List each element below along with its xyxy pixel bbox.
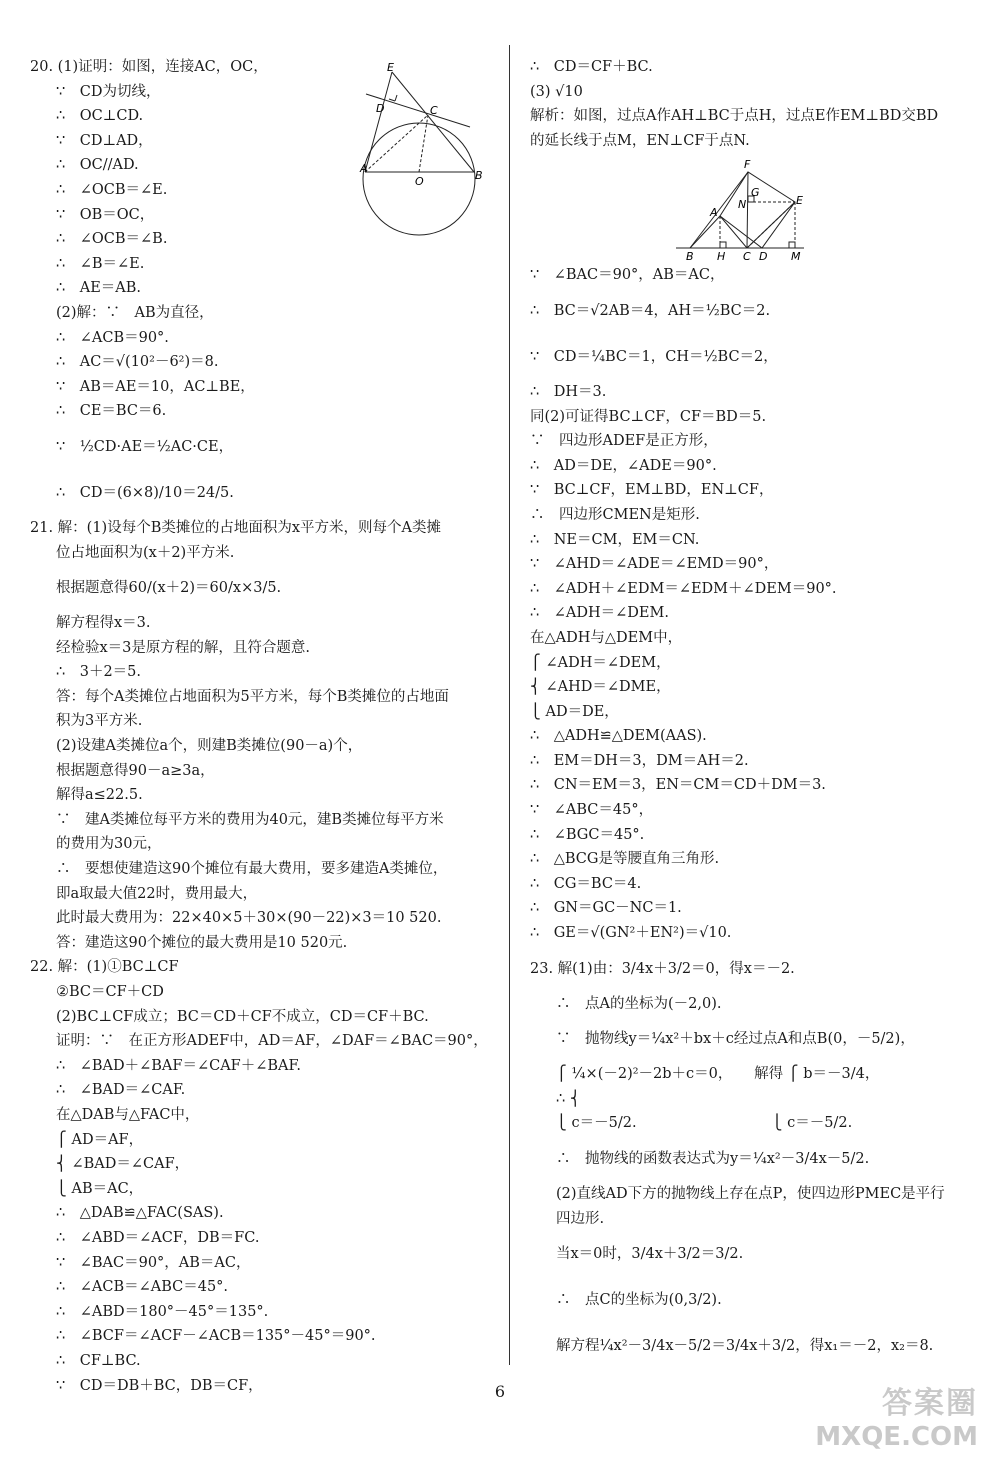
solution-line: ⎧ ∠ADH＝∠DEM， <box>530 654 671 671</box>
solution-line: ②BC＝CF＋CD <box>56 984 164 1000</box>
solution-line: 22. 解：(1)①BC⊥CF <box>30 959 179 976</box>
solution-line: ∵ CD⊥AD， <box>56 132 153 149</box>
right-angle-box-m <box>789 242 795 248</box>
solution-line: 即a取最大值22时，费用最大， <box>56 885 258 902</box>
solution-line: 此时最大费用为：22×40×5＋30×(90－22)×3＝10 520. <box>56 910 442 927</box>
solution-line: ∴ ∠ACB＝90°. <box>56 329 169 346</box>
solution-line: 21. 解：(1)设每个B类摊位的占地面积为x平方米，则每个A类摊 <box>30 519 442 536</box>
solution-line: 23. 解(1)由：3/4x＋3/2＝0，得x＝－2. <box>530 960 795 977</box>
solution-line: ∴ OC⊥CD. <box>56 108 144 125</box>
solution-line: ∴ ∠B＝∠E. <box>56 255 145 272</box>
solution-line: ∵ 抛物线y＝¼x²＋bx＋c经过点A和点B(0，－5/2)， <box>556 1031 915 1048</box>
solution-line: ∴ CF⊥BC. <box>56 1352 141 1369</box>
solution-line: ∵ 建A类摊位每平方米的费用为40元，建B类摊位每平方米 <box>56 811 444 828</box>
fig2-label-g: G <box>751 186 760 199</box>
column-divider <box>509 45 510 1365</box>
solution-line: ∴ ∠BAD＝∠CAF. <box>56 1082 186 1099</box>
solution-line: ∴ 四边形CMEN是矩形. <box>530 506 700 523</box>
right-angle-mark-b <box>395 95 397 101</box>
solution-line: ∴ CN＝EM＝3，EN＝CM＝CD＋DM＝3. <box>530 777 826 794</box>
solution-line: (2)BC⊥CF成立；BC＝CD＋CF不成立，CD＝CF＋BC. <box>56 1008 429 1025</box>
solution-line: 在△DAB与△FAC中， <box>56 1106 200 1123</box>
fig1-label-c: C <box>430 104 438 117</box>
solution-line: ∴ AC＝√(10²－6²)＝8. <box>56 354 219 371</box>
solution-line: 积为3平方米. <box>56 713 143 730</box>
fig2-label-f: F <box>744 158 751 171</box>
solution-line: 解析：如图，过点A作AH⊥BC于点H，过点E作EM⊥BD交BD <box>530 108 939 125</box>
solution-line: ∴ △DAB≌△FAC(SAS). <box>56 1205 224 1222</box>
solution-line: ∵ AB＝AE＝10，AC⊥BE， <box>56 378 255 395</box>
solution-line: 在△ADH与△DEM中， <box>530 629 683 646</box>
solution-line: (2)设建A类摊位a个，则建B类摊位(90－a)个， <box>56 738 363 755</box>
solution-line: ⎨ ∠BAD＝∠CAF， <box>56 1156 190 1173</box>
solution-line: ∴ 点A的坐标为(－2,0). <box>556 995 722 1012</box>
fig2-label-d: D <box>759 250 768 263</box>
solution-line: ∵ 四边形ADEF是正方形， <box>530 433 718 450</box>
solution-line: ∴ ∠ABD＝∠ACF，DB＝FC. <box>56 1229 260 1246</box>
fig2-label-n: N <box>738 198 747 211</box>
solution-line: 经检验x＝3是原方程的解，且符合题意. <box>56 639 311 656</box>
solution-line: ∵ CD＝¼BC＝1，CH＝½BC＝2， <box>530 348 778 365</box>
solution-line: ∴ ∠BGC＝45°. <box>530 826 645 843</box>
solution-line: ∴ BC＝√2AB＝4，AH＝½BC＝2. <box>530 302 771 319</box>
solution-line: ∴ ∠BAD＋∠BAF＝∠CAF＋∠BAF. <box>56 1057 301 1074</box>
fig1-label-b: B <box>475 169 483 182</box>
fig2-label-m: M <box>791 250 801 263</box>
solution-line: 同(2)可证得BC⊥CF，CF＝BD＝5. <box>530 408 767 425</box>
solution-line: 的延长线于点M，EN⊥CF于点N. <box>530 132 750 149</box>
solution-line: ∵ ½CD·AE＝½AC·CE， <box>56 438 234 455</box>
right-angle-box-h <box>720 242 726 248</box>
segment-ae <box>365 72 392 172</box>
solution-line: ∴ AE＝AB. <box>56 280 142 297</box>
solution-line: ∴ CG＝BC＝4. <box>530 875 642 892</box>
solution-line: 证明：∵ 在正方形ADEF中，AD＝AF，∠DAF＝∠BAC＝90°， <box>56 1033 488 1050</box>
solution-line: ∵ BC⊥CF，EM⊥BD，EN⊥CF， <box>530 482 774 499</box>
figure-circle-svg <box>362 62 490 252</box>
fig2-label-c: C <box>743 250 751 263</box>
solution-line: ∴ 抛物线的函数表达式为y＝¼x²－3/4x－5/2. <box>556 1151 870 1167</box>
solution-line: ∵ CD＝DB＋BC，DB＝CF， <box>56 1377 263 1394</box>
solution-line: ∴ ∠ADH＝∠DEM. <box>530 605 669 622</box>
right-angle-mark-a <box>389 99 395 101</box>
solution-line: ∴ 3＋2＝5. <box>56 664 142 681</box>
solution-line: ∴ CE＝BC＝6. <box>56 403 167 420</box>
solution-line: ⎧ AD＝AF， <box>56 1131 144 1148</box>
solution-line: ∴ DH＝3. <box>530 383 607 400</box>
solution-line: 答：每个A类摊位占地面积为5平方米，每个B类摊位的占地面 <box>56 688 449 705</box>
solution-line: 解得a≤22.5. <box>56 787 143 804</box>
solution-line: ∴ ∠ABD＝180°－45°＝135°. <box>56 1303 269 1320</box>
solution-line: ⎩ c＝－5/2. ⎩ c＝－5/2. <box>556 1115 853 1132</box>
page-number: 6 <box>494 1382 506 1401</box>
solution-line: ∴ 要想使建造这90个摊位有最大费用，要多建造A类摊位， <box>56 861 448 878</box>
solution-line: ∴ GN＝GC－NC＝1. <box>530 900 682 917</box>
fig2-label-b: B <box>686 250 694 263</box>
solution-line: (2)直线AD下方的抛物线上存在点P，使四边形PMEC是平行 <box>556 1186 945 1202</box>
solution-line: ∴ ∠BCF＝∠ACF－∠ACB＝135°－45°＝90°. <box>56 1328 376 1345</box>
left-column <box>30 55 490 1398</box>
solution-line: ∵ ∠ABC＝45°， <box>530 802 654 819</box>
solution-line: ∵ CD为切线， <box>56 83 161 100</box>
solution-line: ∵ ∠BAC＝90°，AB＝AC， <box>56 1254 251 1271</box>
figure-square-svg <box>672 156 807 264</box>
segment-ac <box>365 115 428 172</box>
right-column-top <box>530 55 975 153</box>
solution-line: 解方程得x＝3. <box>56 615 151 632</box>
solution-line: ∴ GE＝√(GN²＋EN²)＝√10. <box>530 925 732 942</box>
solution-line: ∴ EM＝DH＝3，DM＝AH＝2. <box>530 752 749 769</box>
fig2-label-h: H <box>717 250 726 263</box>
solution-line: (3) √10 <box>530 83 583 100</box>
square-adef <box>720 172 795 248</box>
solution-line: ∴ △ADH≌△DEM(AAS). <box>530 728 707 745</box>
fig2-label-a: A <box>710 206 718 219</box>
solution-line: 四边形. <box>556 1210 605 1227</box>
fig1-label-d: D <box>376 102 385 115</box>
solution-line: ∴ ∠OCB＝∠E. <box>56 181 168 198</box>
solution-line: ∵ ∠AHD＝∠ADE＝∠EMD＝90°， <box>530 556 779 573</box>
solution-line: ∴ ∠ACB＝∠ABC＝45°. <box>56 1279 229 1296</box>
fig1-label-a: A <box>360 162 368 175</box>
solution-line: 位占地面积为(x＋2)平方米. <box>56 544 235 561</box>
solution-line: 解方程¼x²－3/4x－5/2＝3/4x＋3/2，得x₁＝－2，x₂＝8. <box>556 1338 934 1355</box>
solution-line: ∴ AD＝DE，∠ADE＝90°. <box>530 457 717 474</box>
solution-line: ∴ CD＝(6×8)/10＝24/5. <box>56 484 234 501</box>
solution-line: ∴ △BCG是等腰直角三角形. <box>530 851 720 868</box>
solution-line: ⎨ ∠AHD＝∠DME， <box>530 679 671 696</box>
solution-line: 当x＝0时，3/4x＋3/2＝3/2. <box>556 1246 744 1263</box>
solution-line: ∵ ∠BAC＝90°，AB＝AC， <box>530 267 725 284</box>
figure-square-construction <box>672 156 807 268</box>
solution-line: ∴ ∠ADH＋∠EDM＝∠EDM＋∠DEM＝90°. <box>530 580 837 597</box>
solution-line: 的费用为30元， <box>56 836 162 853</box>
solution-line: ∴ NE＝CM，EM＝CN. <box>530 531 700 548</box>
solution-line: ∴ 点C的坐标为(0,3/2). <box>556 1292 722 1309</box>
solution-line: ∴ ∠OCB＝∠B. <box>56 231 168 248</box>
watermark-logo-text: 答案圈 <box>882 1386 978 1421</box>
solution-line: ∴ ⎨ <box>556 1090 581 1107</box>
segment-eb <box>392 72 474 172</box>
solution-line: ∴ OC//AD. <box>56 157 139 174</box>
fig1-label-o: O <box>415 175 424 188</box>
fig1-label-e: E <box>387 61 394 74</box>
triangle-abc <box>690 216 747 248</box>
figure-circle-tangent <box>362 62 490 256</box>
solution-line: 根据题意得90－a≥3a， <box>56 762 215 779</box>
solution-line: 20. (1)证明：如图，连接AC，OC， <box>30 59 268 75</box>
solution-line: ∴ CD＝CF＋BC. <box>530 59 653 75</box>
solution-line: ∵ OB＝OC， <box>56 206 155 223</box>
solution-line: ⎩ AD＝DE， <box>530 703 619 720</box>
solution-line: 答：建造这90个摊位的最大费用是10 520元. <box>56 934 348 951</box>
watermark <box>815 1378 978 1452</box>
right-column-bottom <box>530 263 975 1369</box>
fig2-label-e: E <box>796 194 803 207</box>
solution-line: 根据题意得60/(x＋2)＝60/x×3/5. <box>56 580 282 597</box>
solution-line: ⎧ ¼×(－2)²－2b＋c＝0， 解得 ⎧ b＝－3/4， <box>556 1066 880 1083</box>
solution-line: ⎩ AB＝AC， <box>56 1180 144 1197</box>
watermark-url: MXQE.COM <box>815 1422 978 1452</box>
solution-line: (2)解：∵ AB为直径， <box>56 304 214 321</box>
